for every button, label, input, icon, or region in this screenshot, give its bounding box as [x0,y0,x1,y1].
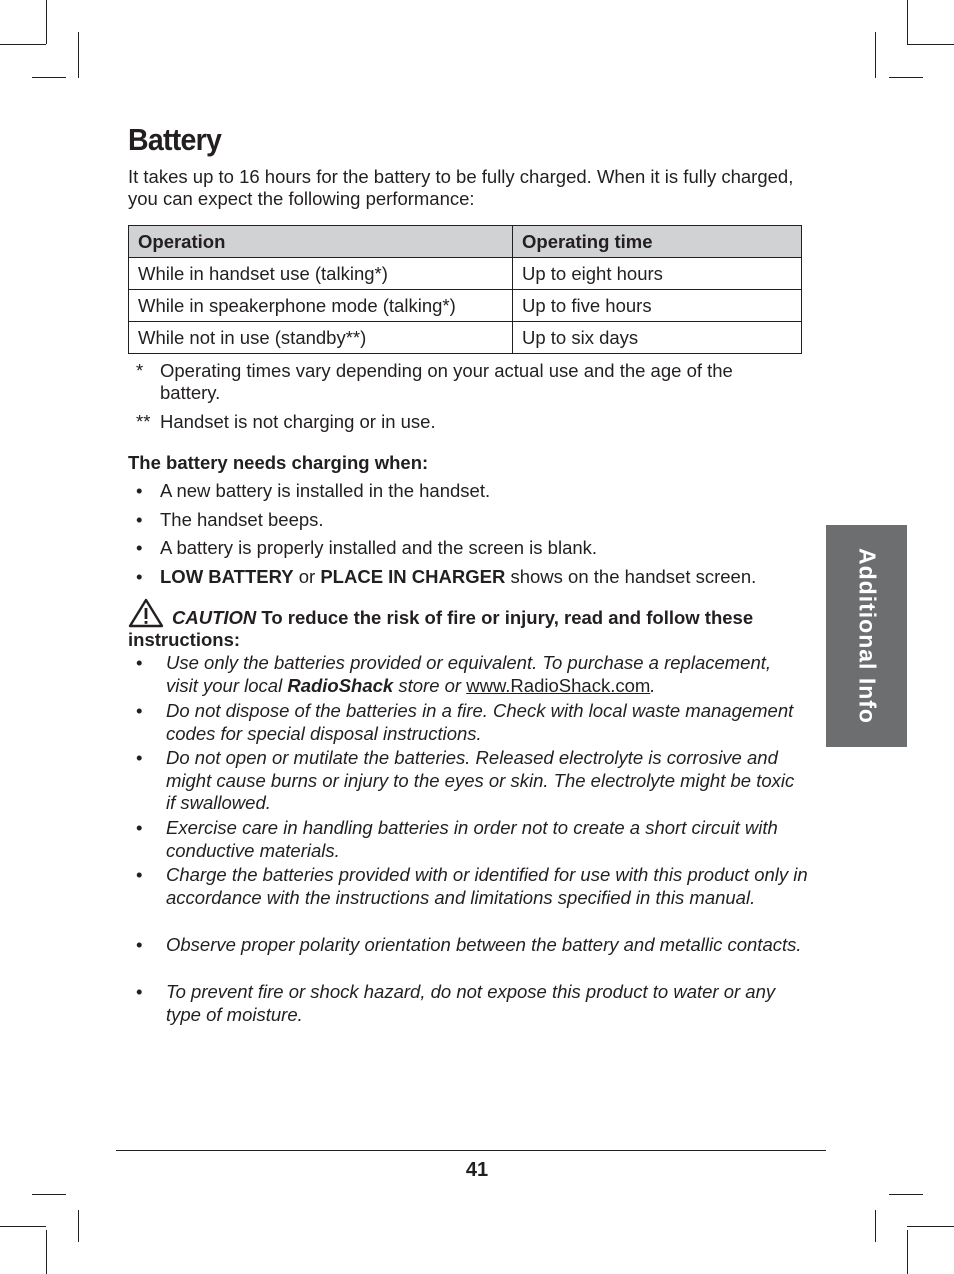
list-item-text: To prevent fire or shock hazard, do not expose this product to water or any type of moisture. [166,981,776,1025]
bullet: • [136,817,143,838]
battery-performance-table [128,225,802,354]
charging-heading: The battery needs charging when: [128,452,429,473]
bullet: • [136,864,143,885]
section-side-tab [826,525,907,747]
bullet: • [136,566,143,588]
list-item-text: Do not dispose of the batteries in a fire. Check with local waste management codes for special disposal instructions. [166,700,794,744]
list-item [136,566,816,595]
list-item [128,864,808,909]
instruction-text: store or [398,674,462,696]
connector-text: or [298,566,316,588]
warning-triangle-icon [128,598,164,628]
list-item-tail: shows on the handset screen. [510,566,757,588]
table-row [129,290,802,322]
brand-name: RadioShack [287,674,394,696]
bullet: • [136,652,143,673]
list-item-text: Observe proper polarity orientation between the battery and metallic contacts. [166,934,802,955]
screen-message-place-in-charger: PLACE IN CHARGER [320,566,506,588]
list-item [136,509,816,538]
table-row [129,322,802,354]
table-cell: While in handset use (talking*) [129,258,513,290]
list-item-text: The handset beeps. [160,508,324,530]
caution-heading [128,598,808,651]
table-cell: Up to five hours [513,290,802,322]
footnote-single-asterisk [136,360,796,404]
table-row [129,258,802,290]
page-number: 41 [465,1159,489,1181]
table-cell: Up to eight hours [513,258,802,290]
bullet: • [136,480,143,501]
table-header-row [129,226,802,258]
intro-paragraph: It takes up to 16 hours for the battery to be fully charged. When it is fully charged, you can expect the following performance: [128,166,794,209]
table-cell: While not in use (standby**) [129,322,513,354]
bullet: • [136,537,143,559]
instruction-text: . [650,674,656,696]
table-cell: Up to six days [513,322,802,354]
list-item [128,934,808,957]
side-tab-label: Additional Info [854,548,880,724]
footer-divider [116,1150,826,1151]
list-item [136,537,816,566]
list-item-text [128,652,808,697]
list-item [136,480,816,509]
website-link[interactable]: www.RadioShack.com [466,674,651,696]
footnote-double-asterisk [136,411,796,433]
list-item-text: Exercise care in handling batteries in order not to create a short circuit with conductive materials. [166,817,778,861]
bullet: • [136,700,143,721]
footnote-text: Handset is not charging or in use. [160,411,436,432]
list-item-text [160,566,756,588]
list-item-text: A battery is properly installed and the screen is blank. [160,537,598,559]
page-title: Battery [128,122,222,157]
footnote-text: Operating times vary depending on your actual use and the age of the battery. [160,360,733,403]
footnote-mark: ** [136,411,151,432]
list-item [128,981,808,1026]
list-item-text: Do not open or mutilate the batteries. Released electrolyte is corrosive and might cause burns or injury to the eyes or skin. The electrolyte might be toxic if swallowed. [166,747,795,813]
charging-conditions-list [136,480,816,595]
list-item [128,817,808,862]
bullet: • [136,934,143,955]
table-header-operation: Operation [129,226,513,258]
list-item [128,747,808,815]
bullet: • [136,747,143,768]
list-item [128,700,808,745]
bullet: • [136,981,143,1002]
screen-message-low-battery: LOW BATTERY [160,566,294,588]
table-header-operating-time: Operating time [513,226,802,258]
instruction-text: Use only the batteries provided or equivalent. To purchase a replacement, visit your local [166,652,772,696]
caution-text: To reduce the risk of fire or injury, read and follow these instructions: [128,607,754,650]
list-item-text: Charge the batteries provided with or identified for use with this product only in accordance with the instructions and limitations specified in this manual. [166,864,808,908]
list-item [128,652,808,697]
caution-word: CAUTION [172,607,257,628]
footnote-mark: * [136,360,144,381]
table-cell: While in speakerphone mode (talking*) [129,290,513,322]
list-item-text: A new battery is installed in the handset. [160,480,491,501]
bullet: • [136,508,143,530]
